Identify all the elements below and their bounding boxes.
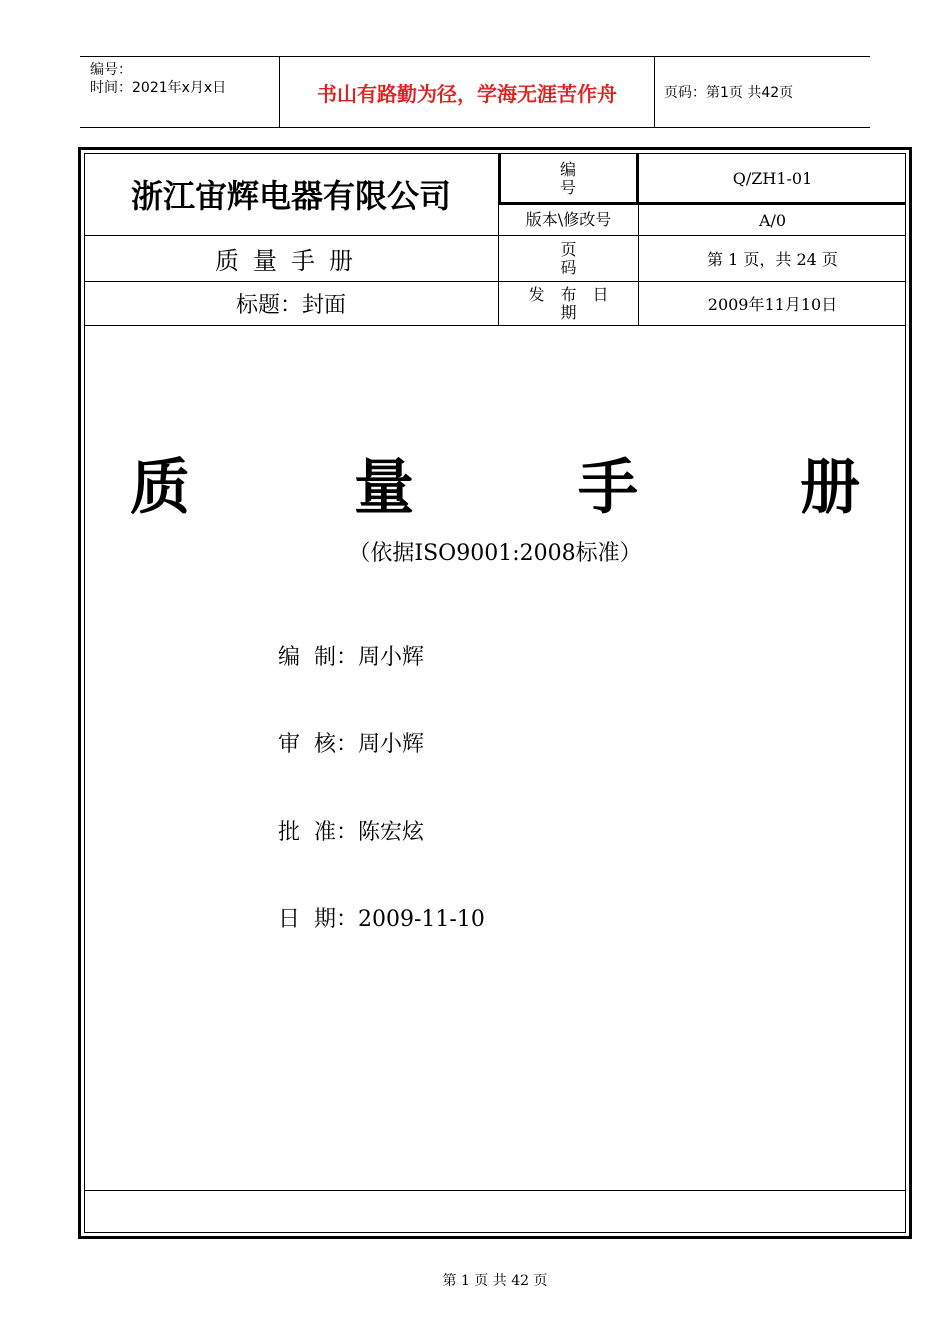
cover-heading-char: 手 — [578, 453, 638, 523]
running-header — [80, 56, 870, 128]
header-meta — [80, 57, 280, 127]
document-time: 时间：2021年x月x日 — [90, 80, 227, 96]
cover-heading-char: 量 — [354, 453, 414, 523]
value-page: 第 1 页，共 24 页 — [707, 250, 838, 269]
signature-row — [278, 902, 485, 933]
document-title: 标题：封面 — [235, 292, 346, 318]
bottom-divider — [84, 1190, 906, 1191]
table-divider — [84, 325, 906, 326]
label-issue-date — [499, 282, 638, 325]
label-line: 编 — [559, 159, 576, 179]
value-version: A/0 — [758, 210, 787, 230]
label-line: 号 — [559, 177, 576, 197]
label-line: 码 — [560, 257, 577, 277]
cover-heading-char: 册 — [800, 453, 860, 523]
label-version: 版本\修改号 — [525, 210, 612, 229]
signature-value: 周小辉 — [358, 645, 425, 670]
label-page — [499, 236, 638, 281]
signature-label: 审 核： — [278, 732, 358, 757]
value-issue-date: 2009年11月10日 — [707, 295, 838, 314]
cover-heading-char: 质 — [130, 453, 190, 523]
header-page-info: 页码：第1页 共42页 — [664, 85, 794, 101]
standard-basis: （依据ISO9001:2008标准） — [348, 541, 642, 566]
signature-row — [278, 640, 424, 671]
signature-value: 周小辉 — [358, 732, 425, 757]
company-name: 浙江宙辉电器有限公司 — [130, 177, 451, 215]
signature-label: 批 准： — [278, 820, 358, 845]
manual-name: 质量手册 — [215, 246, 367, 275]
signature-row — [278, 815, 424, 846]
signature-label: 日 期： — [278, 907, 358, 932]
page-footer: 第 1 页 共 42 页 — [442, 1273, 548, 1289]
signature-label: 编 制： — [278, 645, 358, 670]
label-line: 发 布 日 — [528, 284, 609, 304]
header-motto: 书山有路勤为径，学海无涯苦作舟 — [280, 57, 655, 127]
signature-value: 2009-11-10 — [358, 907, 485, 932]
document-number-label: 编号： — [90, 62, 132, 78]
value-doc-number: Q/ZH1-01 — [732, 169, 813, 188]
label-line: 期 — [560, 302, 577, 322]
label-line: 页 — [560, 239, 577, 259]
signature-value: 陈宏炫 — [358, 820, 425, 845]
label-doc-number — [500, 155, 636, 202]
signature-row — [278, 727, 424, 758]
